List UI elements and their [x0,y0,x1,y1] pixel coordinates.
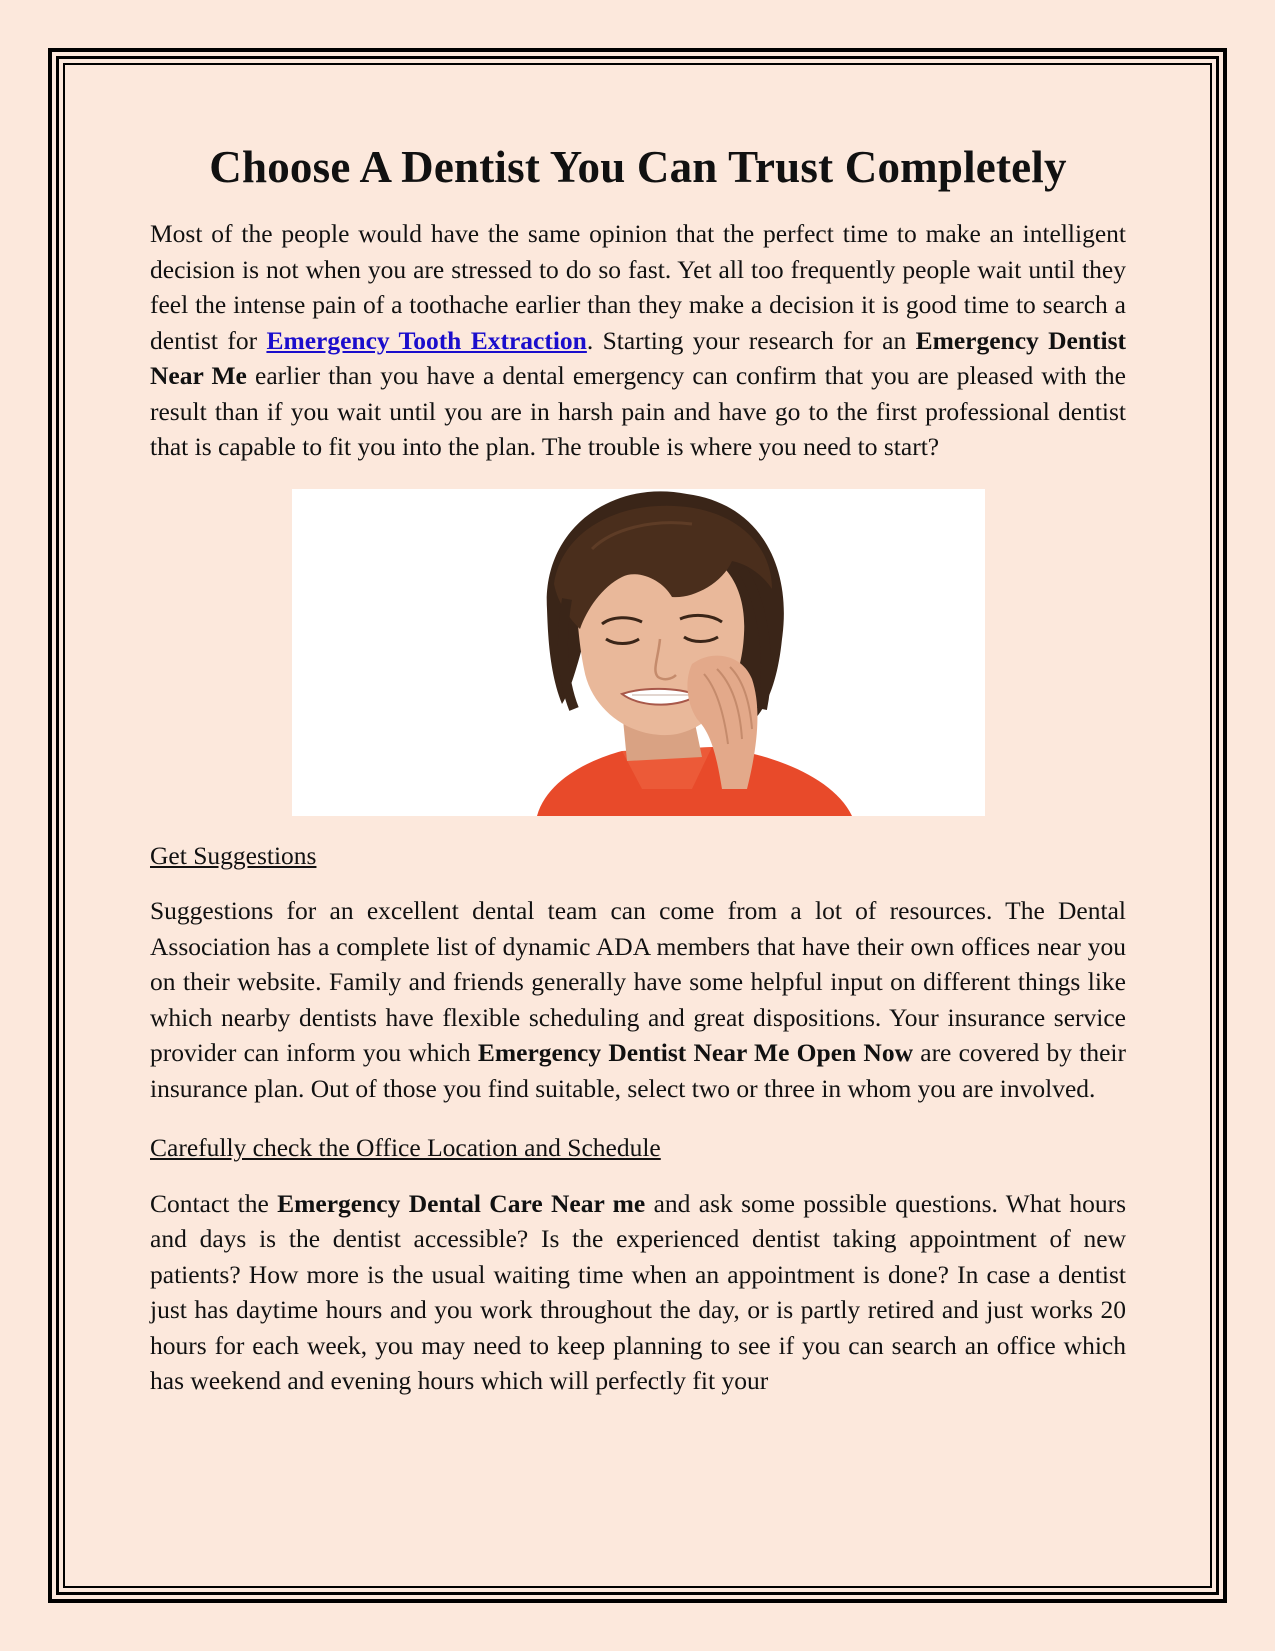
section-heading-get-suggestions: Get Suggestions [150,840,317,870]
intro-text-2: . Starting your research for an [586,325,916,355]
office-bold-keyword: Emergency Dental Care Near me [277,1188,646,1218]
intro-paragraph [150,216,1126,465]
suggestions-text-2: are covered by their insurance plan. Out of those you find suitable, select two or three in whom you are involved. [150,1038,1126,1103]
document-body [150,140,1126,1423]
suggestions-paragraph [150,893,1126,1106]
emergency-tooth-extraction-link[interactable]: Emergency Tooth Extraction [266,325,587,355]
office-text-1: Contact the [150,1188,278,1218]
intro-bold-keyword: Emergency Dentist Near Me [150,325,1127,390]
office-location-paragraph [150,1186,1126,1399]
intro-text-1: Most of the people would have the same opinion that the perfect time to make an intelligent decision is not when you are stressed to do so fast. Yet all too frequently people wait until they feel the intense pain of a toothache earlier than they make a decision it is good time to search a dentist for [150,219,1126,355]
section-heading-office-location: Carefully check the Office Location and Schedule [150,1133,661,1162]
suggestions-bold-keyword: Emergency Dentist Near Me Open Now [477,1038,914,1067]
page-title: Choose A Dentist You Can Trust Completely [209,142,1067,192]
intro-text-3: earlier than you have a dental emergency can confirm that you are pleased with the result than if you wait until you are in harsh pain and have go to the first professional dentist that is capable to fit you into the plan. The trouble is where you need to start? [150,361,1126,461]
office-text-2: and ask some possible questions. What hours and days is the dentist accessible? Is the experienced dentist taking appointment of new patients? How more is the usual waiting time when an appointment is done? In case a dentist just has daytime hours and you work throughout the day, or is partly retired and just works 20 hours for each week, you may need to keep planning to see if you can search an office which has weekend and evening hours which will perfectly fit your [150,1188,1127,1395]
woman-toothache-illustration [292,489,985,816]
suggestions-text-1: Suggestions for an excellent dental team can come from a lot of resources. The Dental Association has a complete list of dynamic ADA members that have their own offices near you on their website. Family and friends generally have some helpful input on different things like which nearby dentists have flexible scheduling and great dispositions. Your insurance service provider can inform you which [150,896,1126,1067]
toothache-photo [292,489,985,816]
